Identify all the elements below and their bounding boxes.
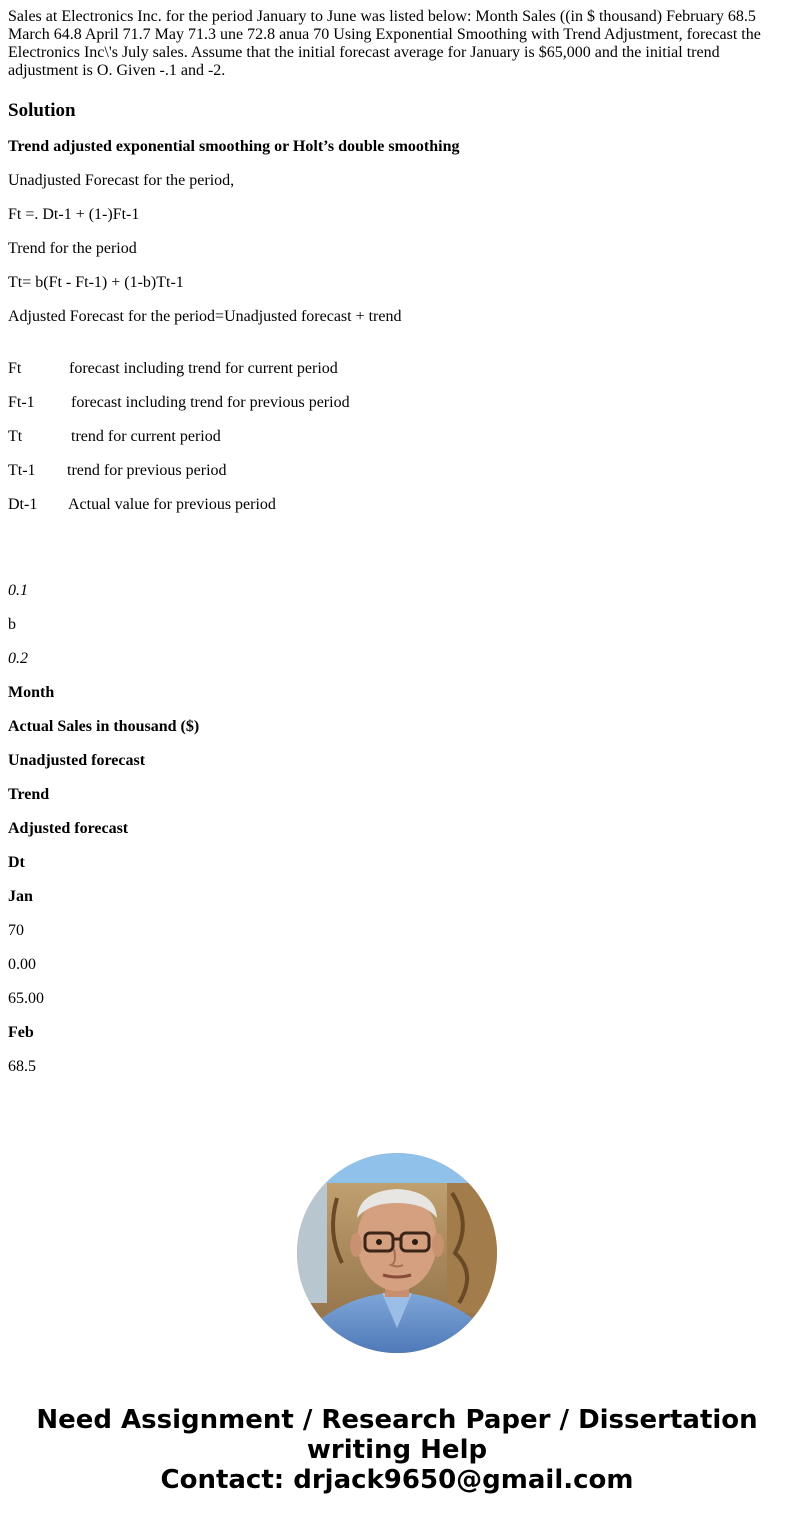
- spacer: [8, 342, 786, 360]
- alpha-value: 0.1: [8, 582, 28, 599]
- definition-symbol: Ft: [8, 360, 22, 377]
- solution-heading: Solution: [8, 100, 76, 121]
- definition-row: [8, 428, 786, 446]
- formula-line: Tt= b(Ft - Ft-1) + (1-b)Tt-1: [8, 274, 184, 291]
- definition-meaning: forecast including trend for previous period: [71, 394, 350, 411]
- table-cell-actual: 68.5: [8, 1058, 36, 1075]
- banner-line: writing Help: [306, 1435, 488, 1465]
- author-portrait-image: [297, 1153, 497, 1353]
- definition-meaning: trend for previous period: [67, 462, 227, 479]
- definition-meaning: Actual value for previous period: [68, 496, 276, 513]
- definition-symbol: Dt-1: [8, 496, 38, 513]
- banner-line: Need Assignment / Research Paper / Dissertation: [36, 1405, 758, 1435]
- table-header: Month: [8, 684, 55, 701]
- table-header: Trend: [8, 786, 50, 803]
- definition-symbol: Ft-1: [8, 394, 35, 411]
- table-header: Adjusted forecast: [8, 820, 129, 837]
- spacer: [8, 530, 786, 582]
- definition-symbol: Tt: [8, 428, 23, 445]
- formula-line: Ft =. Dt-1 + (1-)Ft-1: [8, 206, 140, 223]
- definition-row: [8, 394, 786, 412]
- table-cell-month: Jan: [8, 888, 33, 905]
- definition-row: [8, 496, 786, 514]
- definition-row: [8, 360, 786, 378]
- formula-line: Trend for the period: [8, 240, 137, 257]
- question-text: Sales at Electronics Inc. for the period January to June was listed below: Month Sales ((in $ thousand) February 68.5 March 64.8 April 71.7 May 71.3 une 72.8 anua 70 Using Exponential Smoothing with Trend Adjustment, forecast the Electronics Inc\'s July sales. Assume that the initial forecast average for January is $65,000 and the initial trend adjustment is O. Given -.1 and -2.: [8, 8, 761, 79]
- formula-line: Unadjusted Forecast for the period,: [8, 172, 235, 189]
- table-header: Dt: [8, 854, 25, 871]
- table-cell-trend: 0.00: [8, 956, 36, 973]
- beta-label: b: [8, 616, 16, 633]
- formula-line: Adjusted Forecast for the period=Unadjusted forecast + trend: [8, 308, 402, 325]
- table-cell-actual: 70: [8, 922, 24, 939]
- table-header: Unadjusted forecast: [8, 752, 146, 769]
- table-cell-month: Feb: [8, 1024, 34, 1041]
- beta-value: 0.2: [8, 650, 28, 667]
- author-avatar: [297, 1153, 497, 1353]
- contact-email: Contact: drjack9650@gmail.com: [160, 1465, 634, 1495]
- definition-symbol: Tt-1: [8, 462, 36, 479]
- definition-meaning: trend for current period: [71, 428, 221, 445]
- method-heading: Trend adjusted exponential smoothing or Holt’s double smoothing: [8, 138, 460, 155]
- table-cell-adjusted: 65.00: [8, 990, 44, 1007]
- contact-banner: [0, 1405, 794, 1495]
- definition-row: [8, 462, 786, 480]
- table-header: Actual Sales in thousand ($): [8, 718, 200, 735]
- definition-meaning: forecast including trend for current period: [69, 360, 338, 377]
